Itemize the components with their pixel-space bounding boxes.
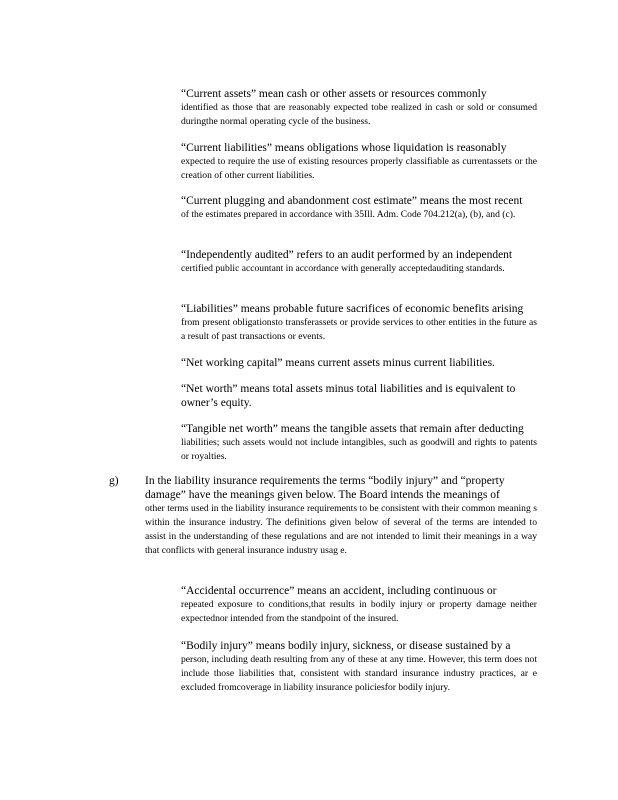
definition-lead: “Tangible net worth” means the tangible assets that remain after deducting — [181, 423, 524, 435]
definition-independently-audited — [181, 248, 537, 276]
definition-accidental-occurrence — [181, 584, 537, 626]
definition-net-worth — [181, 382, 537, 410]
definition-plugging-abandonment — [181, 194, 537, 222]
section-g-body: other terms used in the liability insurance requirements to be consistent with their common meaning s within the insurance industry. The definitions given below of several of the terms are intended to assist in the understanding of these regulations and are not intended to limit their meanings in a way that conflicts with general insurance industry usag e. — [145, 503, 537, 556]
section-g-lead: In the liability insurance requirements the terms “bodily injury” and “property damage” have the meanings given below. The Board intends the meanings of — [145, 475, 505, 501]
definition-lead: “Current assets” mean cash or other assets or resources commonly — [181, 88, 487, 100]
definition-body: certified public accountant in accordance with generally acceptedauditing standards. — [181, 263, 505, 274]
definition-lead: “Accidental occurrence” means an accident, including continuous or — [181, 585, 497, 597]
definition-liabilities — [181, 302, 537, 344]
definition-body: identified as those that are reasonably expected tobe realized in cash or sold or consumed duringthe normal operating cycle of the business. — [181, 102, 537, 127]
definition-net-working-capital — [181, 356, 537, 370]
definition-body: liabilities; such assets would not include intangibles, such as goodwill and rights to patents or royalties. — [181, 437, 537, 462]
definition-body: repeated exposure to conditions,that results in bodily injury or property damage neither expectednor intended from the standpoint of the insured. — [181, 599, 537, 624]
definition-body: from present obligationsto transferassets or provide services to other entities in the future as a result of past transactions or events. — [181, 317, 537, 342]
definition-lead: “Bodily injury” means bodily injury, sickness, or disease sustained by a — [181, 640, 511, 652]
definition-tangible-net-worth — [181, 422, 537, 464]
definition-lead: “Liabilities” means probable future sacrifices of economic benefits arising — [181, 303, 524, 315]
definition-lead: “Current plugging and abandonment cost estimate” means the most recent — [181, 195, 523, 207]
definition-lead: “Net working capital” means current assets minus current liabilities. — [181, 357, 495, 369]
definition-body: person, including death resulting from any of these at any time. However, this term does not include those liabilities that, consistent with standard insurance industry practices, ar e excluded fromcoverage in liability insurance policiesfor bodily injury. — [181, 654, 537, 693]
definition-body: of the estimates prepared in accordance with 35Ill. Adm. Code 704.212(a), (b), and (c). — [181, 209, 516, 220]
definition-body: expected to require the use of existing resources properly classifiable as currentassets or the creation of other current liabilities. — [181, 156, 537, 181]
definition-lead: “Net worth” means total assets minus total liabilities and is equivalent to owner’s equity. — [181, 383, 516, 409]
definition-lead: “Independently audited” refers to an audit performed by an independent — [181, 249, 513, 261]
definition-current-liabilities — [181, 141, 537, 183]
definition-lead: “Current liabilities” means obligations whose liquidation is reasonably — [181, 142, 507, 154]
definition-bodily-injury — [181, 639, 537, 695]
section-g-paragraph — [145, 474, 537, 558]
section-g-marker: g) — [109, 475, 119, 487]
definition-current-assets — [181, 87, 537, 129]
